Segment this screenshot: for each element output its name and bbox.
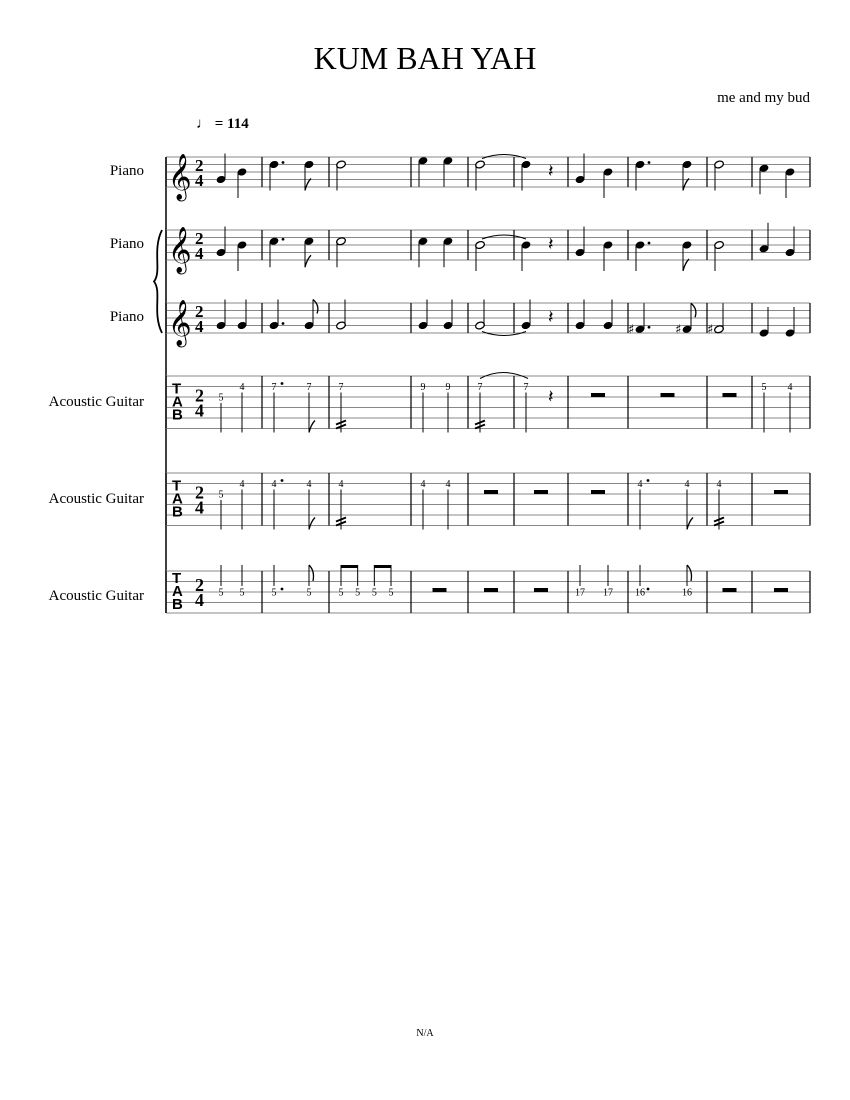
tab-clef-b: B: [172, 406, 183, 424]
tab-clef-a: A: [172, 583, 183, 600]
fret-number: 4: [684, 479, 690, 490]
staff-5: [166, 473, 810, 530]
fret-number: 16: [635, 587, 645, 599]
flag: [309, 565, 314, 581]
dot: [647, 588, 650, 591]
tempo-value: = 114: [214, 116, 249, 132]
quarter-rest: 𝄽: [548, 386, 554, 408]
beam: [341, 565, 358, 568]
half-rest: [723, 393, 737, 397]
fret-number: 4: [338, 479, 344, 490]
score-title: KUM BAH YAH: [313, 40, 537, 76]
sharp-accidental: ♯: [675, 322, 682, 338]
tab-clef-b: B: [172, 596, 183, 613]
flag: [305, 179, 311, 191]
time-signature-denominator: 4: [195, 497, 204, 518]
dot: [282, 238, 285, 241]
staff-3: [166, 300, 810, 349]
fret-number: 17: [575, 587, 585, 599]
treble-clef-icon: 𝄞: [168, 300, 192, 346]
dot: [282, 322, 285, 325]
half-rest: [723, 588, 737, 592]
sharp-accidental: ♯: [707, 322, 714, 338]
flag: [687, 518, 693, 530]
fret-number: 5: [371, 587, 377, 599]
grand-staff-brace: [154, 230, 162, 333]
tab-clef-a: A: [172, 393, 183, 411]
fret-number: 5: [761, 382, 767, 393]
half-rest: [774, 588, 788, 592]
fret-number: 7: [477, 382, 483, 393]
time-signature-numerator: 2: [195, 156, 204, 175]
fret-number: 4: [306, 479, 312, 490]
fret-number: 17: [603, 587, 613, 599]
staff-label-guitar-2: Acoustic Guitar: [48, 491, 144, 507]
fret-number: 5: [388, 587, 394, 599]
time-signature-denominator: 4: [195, 171, 204, 190]
fret-number: 7: [271, 382, 277, 393]
fret-number: 5: [271, 587, 277, 599]
fret-number: 4: [271, 479, 277, 490]
flag: [313, 300, 318, 314]
treble-clef-icon: 𝄞: [168, 227, 192, 273]
time-signature-numerator: 2: [195, 385, 204, 406]
staff-label-piano-3: Piano: [109, 309, 144, 325]
half-rest: [661, 393, 675, 397]
flag: [683, 179, 689, 191]
fret-number: 9: [445, 382, 451, 393]
half-rest: [484, 588, 498, 592]
fret-number: 4: [239, 479, 245, 490]
fret-number: 5: [218, 489, 224, 501]
fret-number: 7: [523, 382, 529, 393]
half-rest: [534, 588, 548, 592]
time-signature-denominator: 4: [195, 590, 204, 610]
fret-number: 4: [637, 479, 643, 490]
time-signature-numerator: 2: [195, 482, 204, 503]
half-rest: [534, 490, 548, 494]
fret-number: 16: [682, 587, 692, 599]
time-signature-denominator: 4: [195, 400, 204, 421]
dot: [648, 161, 651, 164]
fret-number: 7: [338, 382, 344, 393]
half-rest: [774, 490, 788, 494]
tab-clef-t: T: [172, 570, 182, 587]
tab-clef-t: T: [172, 477, 182, 495]
quarter-note-icon: ♩: [196, 116, 211, 132]
tab-clef-t: T: [172, 380, 182, 398]
fret-number: 7: [306, 382, 312, 393]
time-signature-numerator: 2: [195, 575, 204, 595]
time-signature-denominator: 4: [195, 317, 204, 336]
staff-label-piano-2: Piano: [109, 236, 144, 252]
staff-label-guitar-3: Acoustic Guitar: [48, 588, 144, 604]
half-rest: [433, 588, 447, 592]
quarter-rest: 𝄽: [548, 161, 554, 182]
dot: [282, 161, 285, 164]
fret-number: 4: [239, 382, 245, 393]
half-rest: [591, 490, 605, 494]
dot: [281, 382, 284, 385]
quarter-rest: 𝄽: [548, 307, 554, 328]
quarter-rest: 𝄽: [548, 234, 554, 255]
tab-clef-b: B: [172, 503, 183, 521]
dot: [648, 242, 651, 245]
dot: [281, 588, 284, 591]
fret-number: 5: [306, 587, 312, 599]
staff-1: [166, 154, 810, 203]
staff-label-guitar-1: Acoustic Guitar: [48, 394, 144, 410]
footer-text: N/A: [416, 1028, 434, 1039]
half-rest: [591, 393, 605, 397]
treble-clef-icon: 𝄞: [168, 154, 192, 200]
flag: [305, 255, 311, 267]
fret-number: 5: [338, 587, 344, 599]
fret-number: 4: [716, 479, 722, 490]
composer-credit: me and my bud: [717, 90, 810, 106]
sharp-accidental: ♯: [628, 322, 635, 338]
staff-4: [166, 373, 810, 433]
staff-label-piano-1: Piano: [109, 163, 144, 179]
flag: [683, 259, 689, 271]
time-signature-denominator: 4: [195, 244, 204, 263]
fret-number: 5: [218, 587, 224, 599]
fret-number: 4: [787, 382, 793, 393]
fret-number: 5: [355, 587, 361, 599]
fret-number: 4: [445, 479, 451, 490]
fret-number: 5: [218, 392, 224, 404]
beam: [374, 565, 391, 568]
staff-6: [166, 565, 810, 613]
fret-number: 4: [420, 479, 426, 490]
half-rest: [484, 490, 498, 494]
time-signature-numerator: 2: [195, 229, 204, 248]
tab-clef-a: A: [172, 490, 183, 508]
flag: [309, 421, 315, 433]
dot: [281, 479, 284, 482]
fret-number: 5: [239, 587, 245, 599]
flag: [309, 518, 315, 530]
dot: [648, 326, 651, 329]
time-signature-numerator: 2: [195, 302, 204, 321]
flag: [687, 565, 692, 581]
dot: [647, 479, 650, 482]
fret-number: 9: [420, 382, 426, 393]
staff-2: [166, 223, 810, 275]
